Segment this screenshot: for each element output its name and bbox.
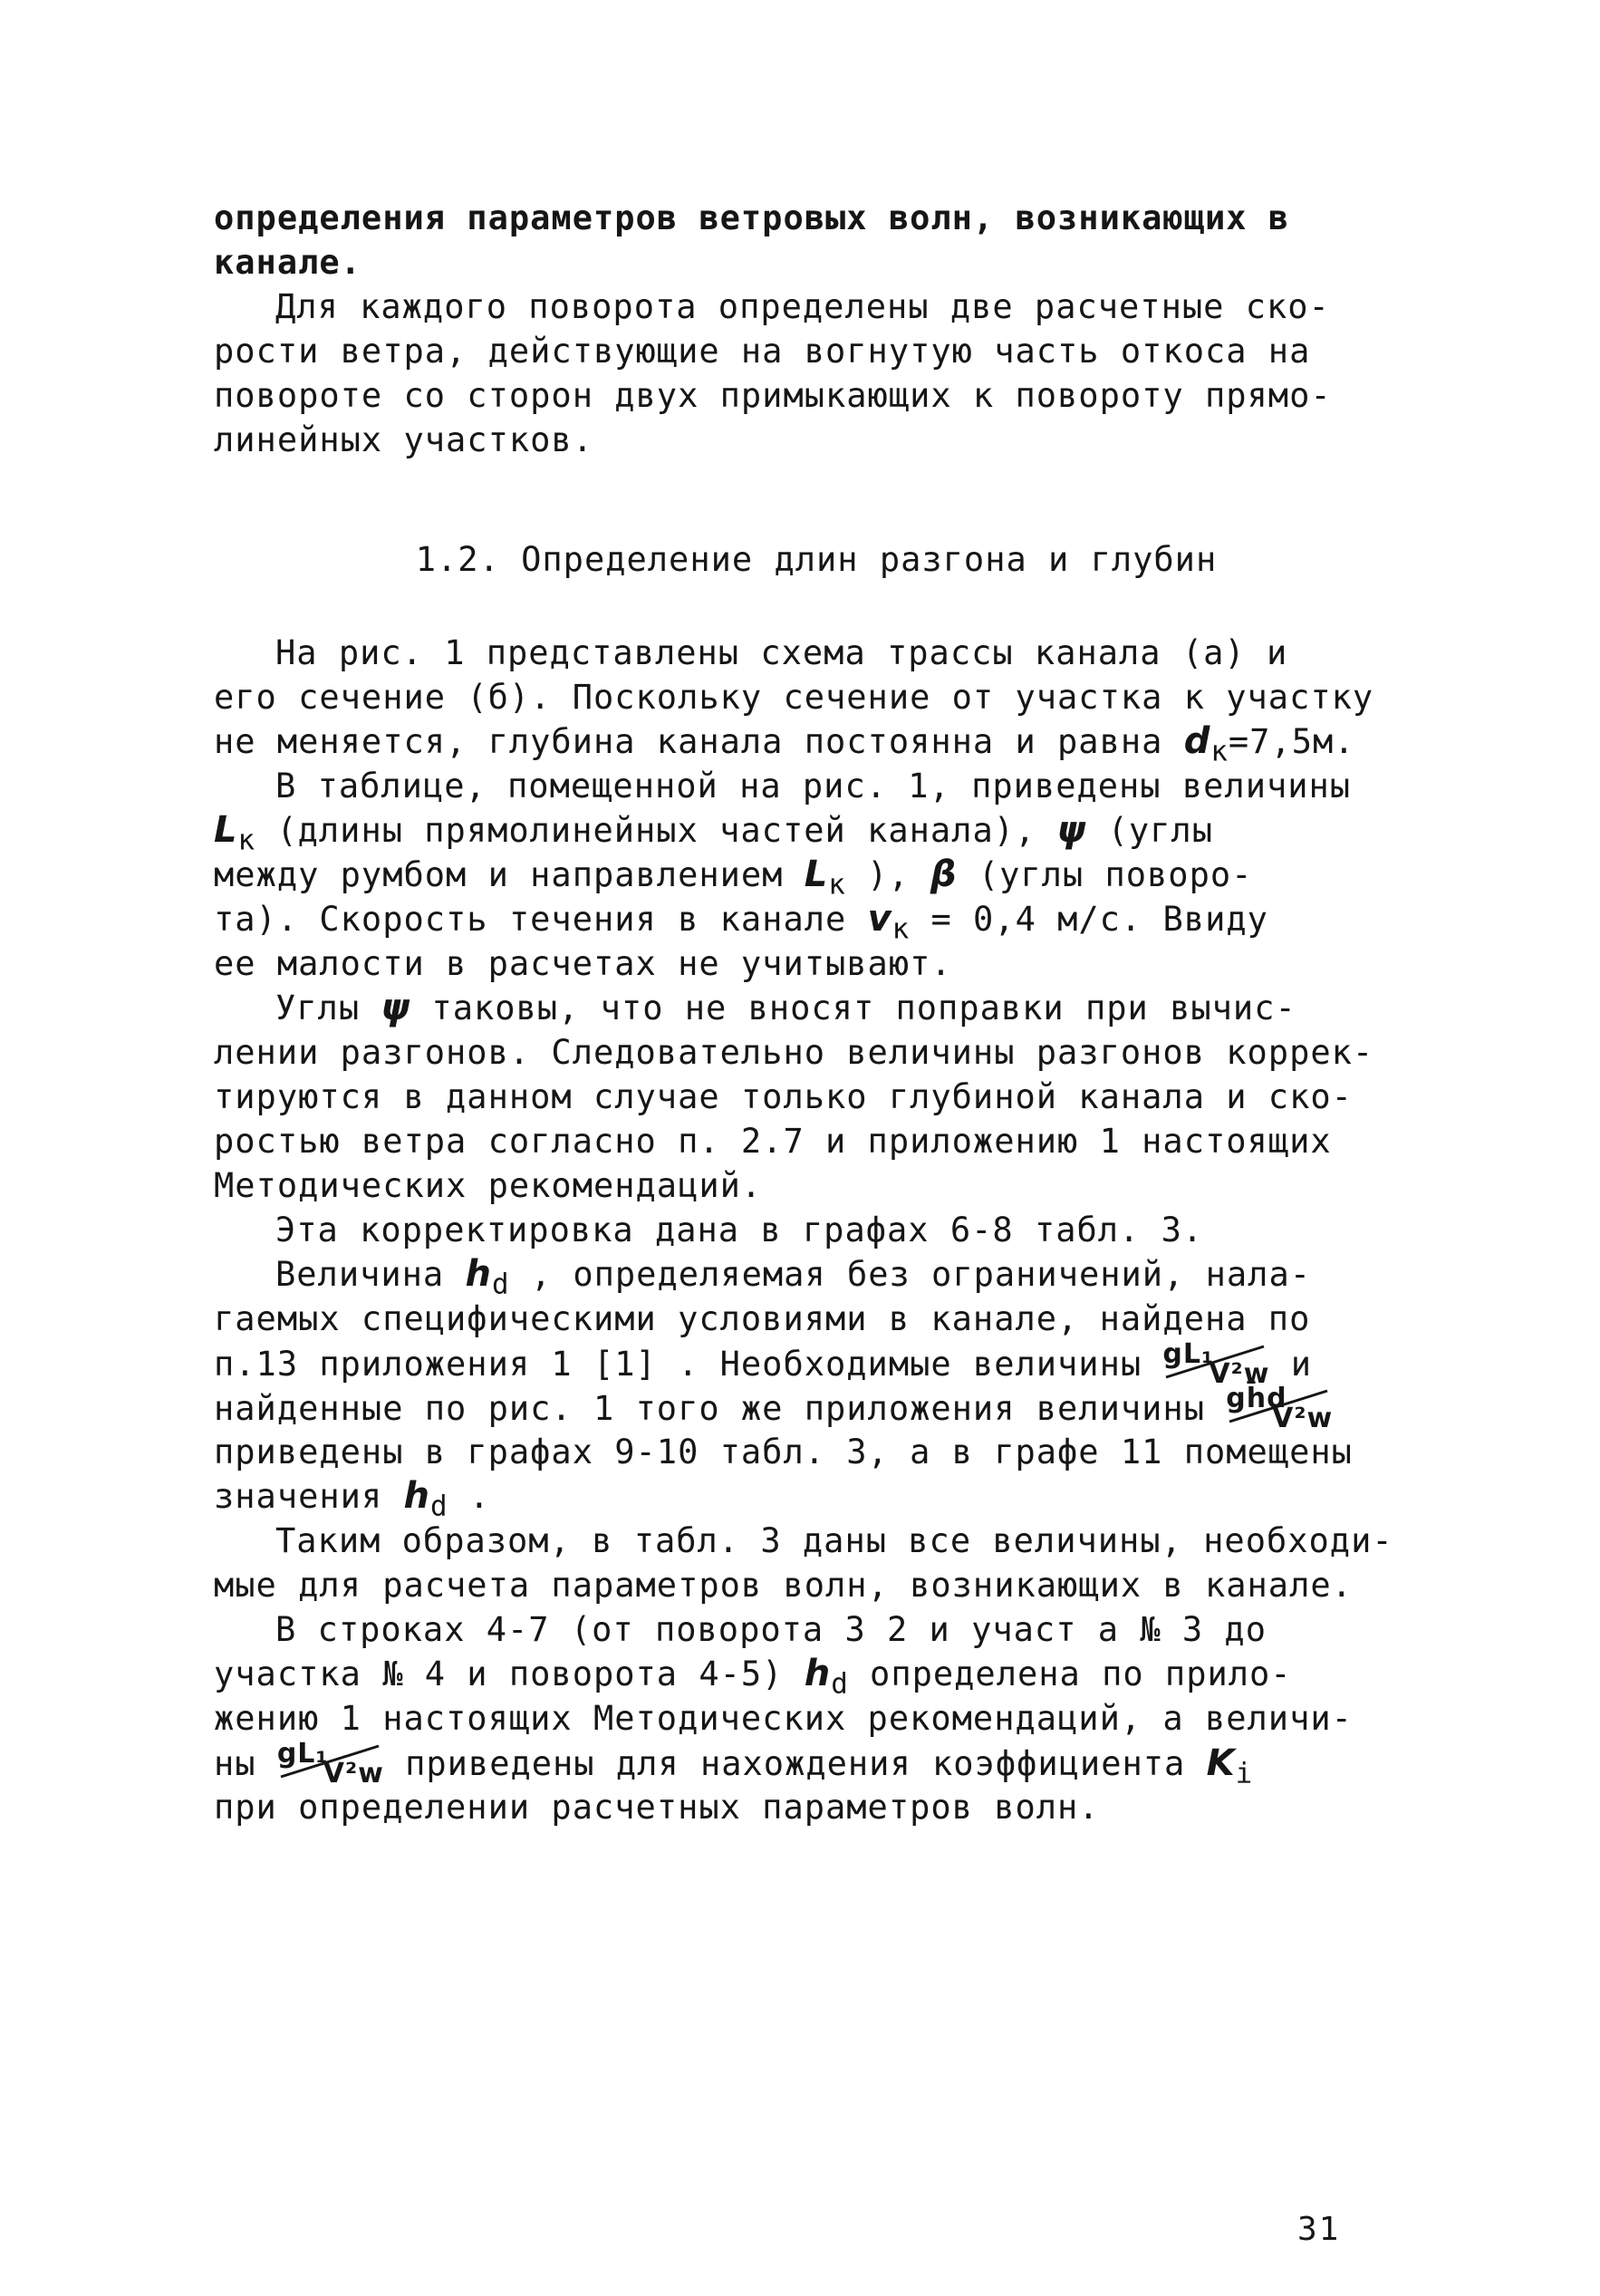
text-line: $L_к$ (длины прямолинейных частей канала), ψ (углы [214,809,1213,857]
text-line: найденные по рис. 1 того же приложения величины gh̄d V²w [214,1383,1334,1434]
symbol-L: L [804,854,829,895]
text-line: участка № 4 и поворота 4-5) $h_d$ определена по прило- [214,1653,1292,1701]
text-line: лении разгонов. Следовательно величины разгонов коррек- [214,1033,1374,1072]
symbol-h: h [403,1475,430,1517]
text-line: жению 1 настоящих Методических рекомендаций, а величи- [214,1699,1353,1738]
symbol-K: K [1206,1742,1236,1784]
text-line: при определении расчетных параметров волн. [214,1788,1100,1827]
fraction-gh-over-V2: gh̄d V²w [1226,1383,1334,1434]
text-line: На рис. 1 представлены схема трассы канала (а) и [275,633,1288,672]
text-line: Эта корректировка дана в графах 6-8 табл. 3. [275,1211,1204,1249]
text-line: рости ветра, действующие на вогнутую часть откоса на [214,332,1311,371]
text-line: ростью ветра согласно п. 2.7 и приложению 1 настоящих [214,1122,1332,1161]
symbol-h: h [465,1253,492,1295]
section-heading: 1.2. Определение длин разгона и глубин [415,540,1218,579]
fraction-gL-over-V2: gL₁ V²w [1162,1338,1270,1390]
symbol-h: h [804,1653,832,1694]
text-line: повороте со сторон двух примыкающих к повороту прямо- [214,376,1332,415]
text-line: линейных участков. [214,420,593,459]
text-line: Методических рекомендаций. [214,1166,763,1205]
text-line: определения параметров ветровых волн, возникающих в [214,198,1290,237]
text-line: В строках 4-7 (от поворота 3 2 и участ а № 3 до [275,1610,1267,1649]
text-line: та). Скорость течения в канале $v_к = 0,4$ м/с. Ввиду [214,898,1268,946]
text-line: значения $h_d$ . [214,1475,491,1523]
text-line: ее малости в расчетах не учитывают. [214,944,952,983]
text-line: Величина $h_d$ , определяемая без ограничений, нала- [275,1253,1312,1301]
text-line: Для каждого поворота определены две расчетные ско- [275,287,1330,326]
page-number: 31 [1297,2211,1341,2248]
text-line: не меняется, глубина канала постоянна и равна $d_к=7,5м$. [214,720,1355,768]
paragraph-continuation [214,196,1419,462]
text-line: приведены в графах 9-10 табл. 3, а в графе 11 помещены [214,1433,1353,1471]
symbol-v: v [867,898,892,940]
text-line: ны gL₁ V²w приведены для нахождения коэффициента $K_i$ [214,1738,1254,1790]
text-line: В таблице, помещенной на рис. 1, приведены величины [275,767,1352,806]
text-line: Углы ψ таковы, что не вносят поправки при вычис- [275,987,1296,1028]
symbol-d: d [1183,720,1211,762]
symbol-beta: β [930,854,958,895]
fraction-gL-over-V2: gL₁ V²w [276,1738,384,1790]
text-line: канале. [214,243,361,282]
text-line: гаемых специфическими условиями в канале, найдена по [214,1299,1311,1338]
text-line: Таким образом, в табл. 3 даны все величины, необходи- [275,1521,1393,1560]
text-line: тируются в данном случае только глубиной канала и ско- [214,1077,1353,1116]
paragraph-block [214,631,1419,1829]
text-line: мые для расчета параметров волн, возникающих в канале. [214,1566,1353,1605]
text-line: п.13 приложения 1 [1] . Необходимые величины gL₁ V²w и [214,1338,1312,1390]
symbol-psi: ψ [381,987,411,1028]
text-line: между румбом и направлением $L_к$ ), β (углы поворо- [214,854,1253,902]
text-line: его сечение (б). Поскольку сечение от участка к участку [214,678,1374,717]
symbol-L: L [214,809,238,851]
symbol-psi: ψ [1056,809,1087,851]
